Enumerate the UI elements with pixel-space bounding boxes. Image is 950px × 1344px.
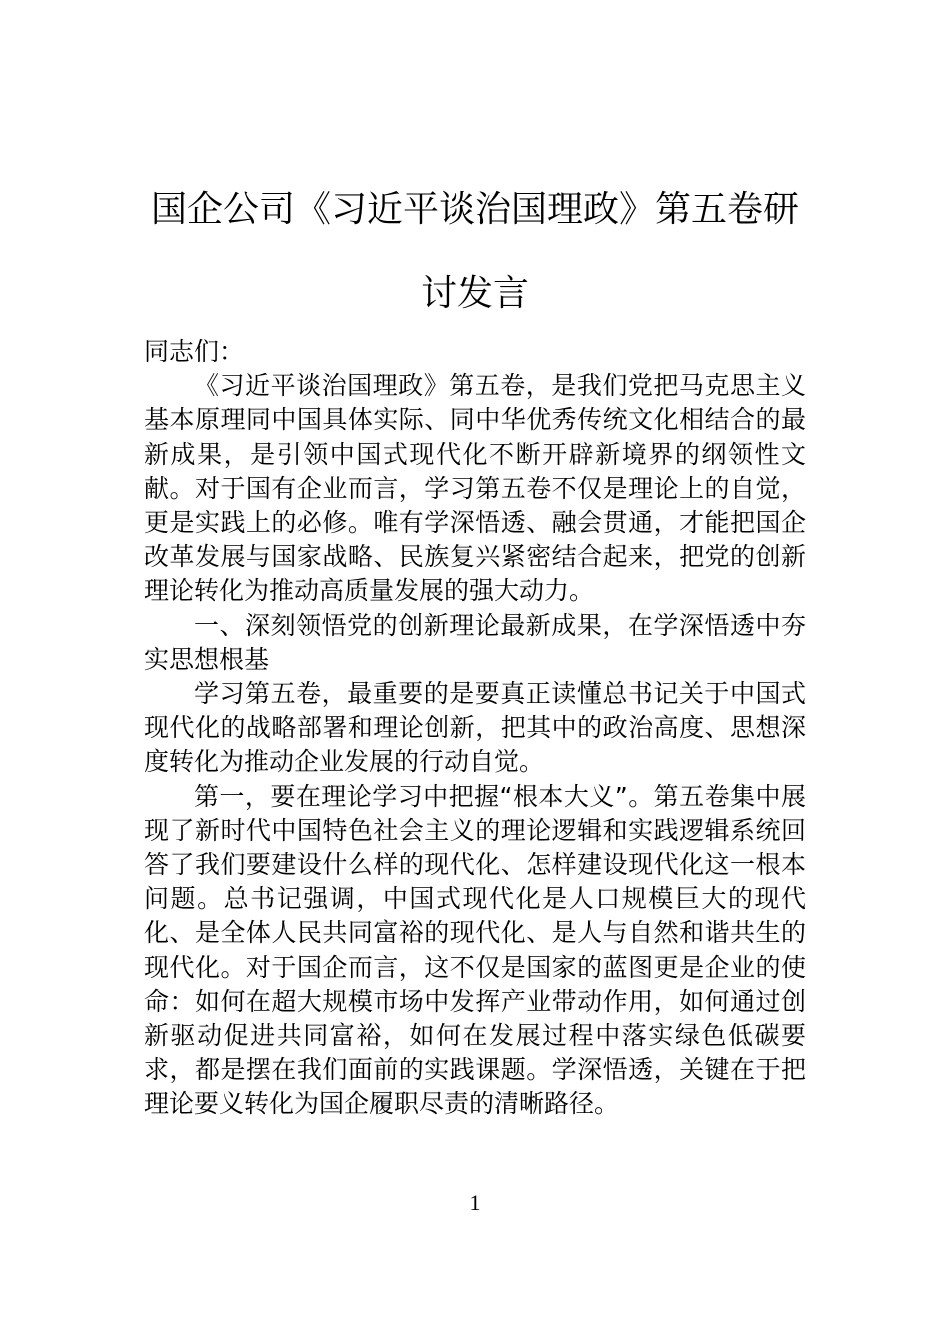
document-body: [144, 335, 806, 1122]
salutation: 同志们：: [144, 337, 245, 366]
title-line-1: 国企公司《习近平谈治国理政》第五卷研: [150, 189, 799, 230]
section-heading-1: 一、深刻领悟党的创新理论最新成果，在学深悟透中夯实思想根基: [144, 610, 806, 674]
title-line-2: 讨发言: [420, 273, 529, 314]
paragraph-intro: 《习近平谈治国理政》第五卷，是我们党把马克思主义基本原理同中国具体实际、同中华优秀传统文化相结合的最新成果，是引领中国式现代化不断开辟新境界的纲领性文献。对于国有企业而言，学习第五卷不仅是理论上的自觉，更是实践上的必修。唯有学深悟透、融会贯通，才能把国企改革发展与国家战略、民族复兴紧密结合起来，把党的创新理论转化为推动高质量发展的强大动力。: [144, 371, 806, 606]
paragraph-point-1: 第一，要在理论学习中把握“根本大义”。第五卷集中展现了新时代中国特色社会主义的理论逻辑和实践逻辑系统回答了我们要建设什么样的现代化、怎样建设现代化这一根本问题。总书记强调，中国式现代化是人口规模巨大的现代化、是全体人民共同富裕的现代化、是人与自然和谐共生的现代化。对于国企而言，这不仅是国家的蓝图更是企业的使命：如何在超大规模市场中发挥产业带动作用，如何通过创新驱动促进共同富裕，如何在发展过程中落实绿色低碳要求，都是摆在我们面前的实践课题。学深悟透，关键在于把理论要义转化为国企履职尽责的清晰路径。: [144, 781, 806, 1119]
paragraph-section-1: 学习第五卷，最重要的是要真正读懂总书记关于中国式现代化的战略部署和理论创新，把其中的政治高度、思想深度转化为推动企业发展的行动自觉。: [144, 679, 806, 777]
page-number: 1: [469, 1190, 481, 1215]
document-title: [140, 168, 810, 336]
